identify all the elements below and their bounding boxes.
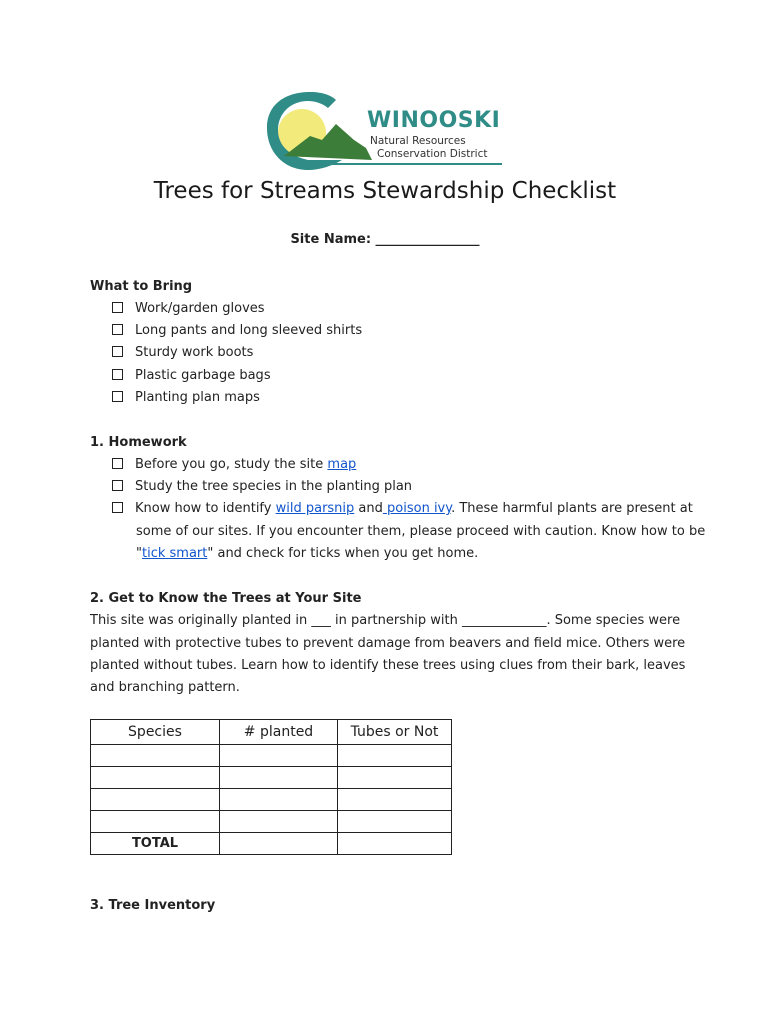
checkbox-icon (112, 369, 123, 380)
checklist-item-continued: some of our sites. If you encounter them, please proceed with caution. Know how to be (136, 524, 706, 539)
bring-heading: What to Bring (90, 279, 193, 294)
checkbox-icon (112, 502, 123, 513)
wild-parsnip-link[interactable]: wild parsnip (275, 501, 355, 516)
checklist-item: Long pants and long sleeved shirts (112, 320, 362, 342)
table-row (91, 789, 452, 811)
tubes-header: Tubes or Not (338, 720, 452, 745)
table-cell[interactable] (338, 745, 452, 767)
table-cell[interactable] (91, 789, 220, 811)
checkbox-icon (112, 480, 123, 491)
table-cell[interactable] (220, 789, 338, 811)
checklist-item: Plastic garbage bags (112, 365, 271, 387)
checklist-item: Study the tree species in the planting plan (112, 476, 412, 498)
site-name-field: Site Name: ________________ (290, 232, 480, 247)
inventory-heading: 3. Tree Inventory (90, 898, 216, 913)
site-map-link[interactable]: map (327, 457, 357, 472)
logo-subtitle-1: Natural Resources (370, 135, 466, 147)
table-cell[interactable] (91, 745, 220, 767)
checklist-item: Sturdy work boots (112, 342, 253, 364)
checkbox-icon (112, 302, 123, 313)
species-table (90, 719, 452, 855)
paragraph-line: This site was originally planted in ___ in partnership with _____________. Some species were (90, 613, 681, 628)
checkbox-icon (112, 458, 123, 469)
table-row (91, 811, 452, 833)
species-header: Species (91, 720, 220, 745)
table-row (91, 745, 452, 767)
logo-subtitle-2: Conservation District (377, 148, 488, 160)
table-cell[interactable] (220, 811, 338, 833)
winooski-logo (262, 88, 512, 178)
table-cell[interactable] (338, 767, 452, 789)
table-cell[interactable] (220, 745, 338, 767)
table-header-row (91, 720, 452, 745)
paragraph-line: planted with protective tubes to prevent damage from beavers and field mice. Others were (90, 636, 686, 651)
total-label: TOTAL (91, 833, 220, 855)
table-row (91, 767, 452, 789)
checklist-item: Know how to identify wild parsnip and poison ivy. These harmful plants are present at (112, 498, 693, 520)
tick-smart-link[interactable]: tick smart (141, 546, 208, 561)
total-row (91, 833, 452, 855)
checklist-item-continued: "tick smart" and check for ticks when you get home. (136, 546, 479, 561)
checklist-item: Planting plan maps (112, 387, 260, 409)
logo-mark-icon (262, 88, 512, 178)
planted-header: # planted (220, 720, 338, 745)
table-cell[interactable] (91, 767, 220, 789)
logo-name: WINOOSKI (367, 108, 501, 133)
table-cell[interactable] (91, 811, 220, 833)
table-cell[interactable] (338, 833, 452, 855)
table-cell[interactable] (338, 789, 452, 811)
checkbox-icon (112, 391, 123, 402)
checkbox-icon (112, 346, 123, 357)
checklist-item: Work/garden gloves (112, 298, 265, 320)
know-trees-heading: 2. Get to Know the Trees at Your Site (90, 591, 362, 606)
table-cell[interactable] (338, 811, 452, 833)
table-cell[interactable] (220, 833, 338, 855)
paragraph-line: and branching pattern. (90, 680, 240, 695)
poison-ivy-link[interactable]: poison ivy (382, 501, 452, 516)
paragraph-line: planted without tubes. Learn how to identify these trees using clues from their bark, leaves (90, 658, 686, 673)
checklist-item: Before you go, study the site map (112, 454, 356, 476)
table-cell[interactable] (220, 767, 338, 789)
page-title: Trees for Streams Stewardship Checklist (153, 178, 617, 204)
homework-heading: 1. Homework (90, 435, 187, 450)
checkbox-icon (112, 324, 123, 335)
